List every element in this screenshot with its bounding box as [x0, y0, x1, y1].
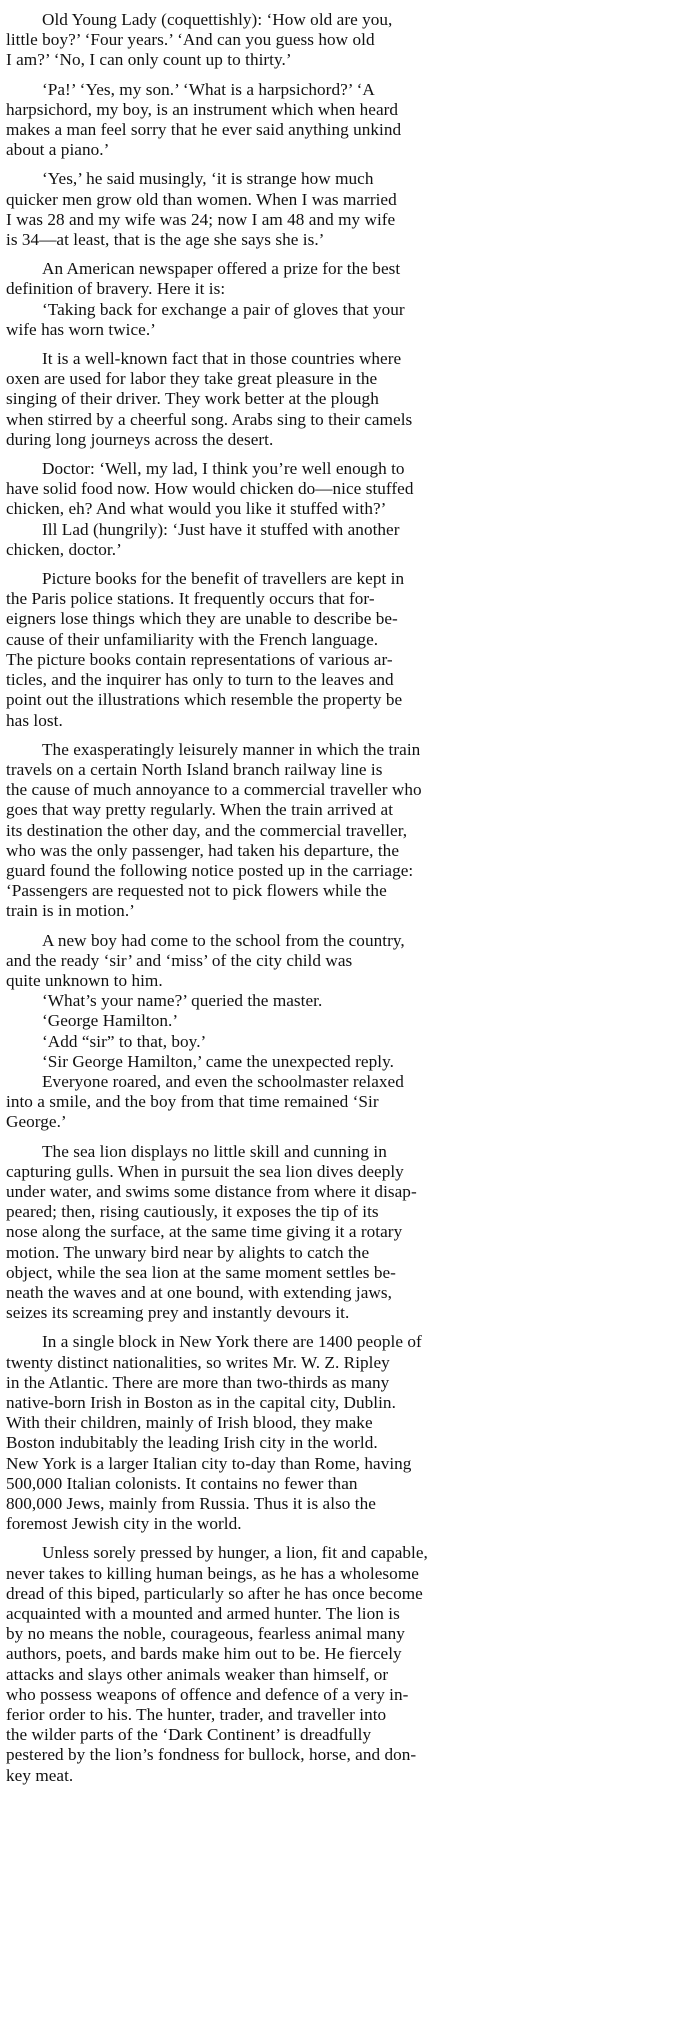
- text-line: chicken, doctor.’: [6, 539, 122, 559]
- text-line: ‘Sir George Hamilton,’ came the unexpected reply.: [42, 1051, 394, 1071]
- text-line: harpsichord, my boy, is an instrument which when heard: [6, 99, 399, 119]
- text-line: about a piano.’: [6, 140, 110, 160]
- text-line: oxen are used for labor they take great pleasure in the: [6, 369, 378, 389]
- text-line: New York is a larger Italian city to-day than Rome, having: [6, 1453, 412, 1473]
- text-line: travels on a certain North Island branch railway line is: [6, 759, 383, 779]
- text-line: authors, poets, and bards make him out to be. He fiercely: [6, 1644, 402, 1664]
- text-line: George.’: [6, 1112, 67, 1132]
- text-line: into a smile, and the boy from that time remained ‘Sir: [6, 1092, 379, 1112]
- text-line: Doctor: ‘Well, my lad, I think you’re well enough to: [42, 459, 405, 479]
- text-line: It is a well-known fact that in those countries where: [42, 349, 402, 369]
- text-line: little boy?’ ‘Four years.’ ‘And can you guess how old: [6, 30, 375, 50]
- text-line: ‘Taking back for exchange a pair of gloves that your: [42, 299, 405, 319]
- text-line: neath the waves and at one bound, with extending jaws,: [6, 1282, 392, 1302]
- text-line: ‘Passengers are requested not to pick flowers while the: [6, 881, 387, 901]
- text-line: ferior order to his. The hunter, trader, and traveller into: [6, 1705, 387, 1725]
- text-line: In a single block in New York there are 1400 people of: [42, 1332, 422, 1352]
- text-line: With their children, mainly of Irish blood, they make: [6, 1413, 373, 1433]
- text-line: who possess weapons of offence and defence of a very in-: [6, 1684, 409, 1704]
- text-line: capturing gulls. When in pursuit the sea lion dives deeply: [6, 1161, 404, 1181]
- text-line: nose along the surface, at the same time giving it a rotary: [6, 1222, 403, 1242]
- paragraph-lion: [6, 1543, 694, 1785]
- text-line: chicken, eh? And what would you like it stuffed with?’: [6, 499, 387, 519]
- text-line: singing of their driver. They work better at the plough: [6, 389, 379, 409]
- text-line: is 34—at least, that is the age she says she is.’: [6, 230, 325, 250]
- text-line: pestered by the lion’s fondness for bullock, horse, and don-: [6, 1745, 417, 1765]
- text-line: A new boy had come to the school from the country,: [42, 930, 405, 950]
- text-line: the wilder parts of the ‘Dark Continent’ is dreadfully: [6, 1725, 372, 1745]
- text-line: the Paris police stations. It frequently occurs that for-: [6, 589, 375, 609]
- text-line: who was the only passenger, had taken his departure, the: [6, 840, 400, 860]
- text-line: Everyone roared, and even the schoolmaster relaxed: [42, 1071, 404, 1091]
- text-line: key meat.: [6, 1765, 74, 1785]
- text-line: Unless sorely pressed by hunger, a lion, fit and capable,: [42, 1543, 428, 1563]
- text-line: never takes to killing human beings, as he has a wholesome: [6, 1563, 419, 1583]
- text-line: I was 28 and my wife was 24; now I am 48 and my wife: [6, 209, 396, 229]
- text-line: motion. The unwary bird near by alights to catch the: [6, 1242, 370, 1262]
- paragraph-oxen: [6, 349, 694, 450]
- paragraph-dialogue-sir-george: [6, 1052, 694, 1072]
- text-line: attacks and slays other animals weaker than himself, or: [6, 1664, 389, 1684]
- text-line: have solid food now. How would chicken do—nice stuffed: [6, 479, 414, 499]
- text-line: Old Young Lady (coquettishly): ‘How old are you,: [42, 10, 393, 29]
- text-line: ticles, and the inquirer has only to turn to the leaves and: [6, 670, 394, 690]
- paragraph-dialogue-add-sir: [6, 1032, 694, 1052]
- paragraph-ill-lad: [6, 520, 694, 560]
- text-line: I am?’ ‘No, I can only count up to thirty.’: [6, 50, 292, 70]
- text-line: quite unknown to him.: [6, 970, 163, 990]
- text-line: peared; then, rising cautiously, it exposes the tip of its: [6, 1202, 379, 1222]
- paragraph-dialogue-name: [6, 991, 694, 1011]
- text-line: twenty distinct nationalities, so writes Mr. W. Z. Ripley: [6, 1352, 390, 1372]
- text-line: The exasperatingly leisurely manner in which the train: [42, 739, 421, 759]
- text-line: ‘What’s your name?’ queried the master.: [42, 991, 323, 1011]
- text-line: ‘George Hamilton.’: [42, 1011, 179, 1031]
- text-line: when stirred by a cheerful song. Arabs sing to their camels: [6, 409, 413, 429]
- text-line: foremost Jewish city in the world.: [6, 1514, 242, 1534]
- paragraph-old-young-lady: [6, 10, 694, 71]
- text-line: ‘Yes,’ he said musingly, ‘it is strange how much: [42, 169, 374, 189]
- text-line: quicker men grow old than women. When I was married: [6, 189, 397, 209]
- text-line: point out the illustrations which resemble the property be: [6, 690, 403, 710]
- text-line: under water, and swims some distance from where it disap-: [6, 1181, 417, 1201]
- paragraph-harpsichord: [6, 80, 694, 161]
- text-line: acquainted with a mounted and armed hunter. The lion is: [6, 1604, 400, 1624]
- paragraph-paris-picture-books: [6, 569, 694, 731]
- text-line: wife has worn twice.’: [6, 319, 156, 339]
- text-line: 500,000 Italian colonists. It contains no fewer than: [6, 1473, 358, 1493]
- paragraph-train: [6, 740, 694, 922]
- paragraph-dialogue-george: [6, 1011, 694, 1031]
- text-line: goes that way pretty regularly. When the train arrived at: [6, 800, 394, 820]
- text-line: definition of bravery. Here it is:: [6, 279, 226, 299]
- paragraph-doctor: [6, 459, 694, 520]
- text-line: dread of this biped, particularly so after he has once become: [6, 1583, 423, 1603]
- text-line: The sea lion displays no little skill and cunning in: [42, 1141, 387, 1161]
- text-line: train is in motion.’: [6, 901, 135, 921]
- paragraph-bravery-answer: [6, 300, 694, 340]
- text-line: makes a man feel sorry that he ever said anything unkind: [6, 120, 402, 140]
- text-line: Picture books for the benefit of travellers are kept in: [42, 569, 405, 589]
- text-line: seizes its screaming prey and instantly devours it.: [6, 1303, 350, 1323]
- text-line: An American newspaper offered a prize for the best: [42, 259, 401, 279]
- paragraph-musingly: [6, 169, 694, 250]
- text-line: and the ready ‘sir’ and ‘miss’ of the city child was: [6, 950, 353, 970]
- text-line: its destination the other day, and the commercial traveller,: [6, 820, 408, 840]
- text-line: Ill Lad (hungrily): ‘Just have it stuffed with another: [42, 519, 400, 539]
- text-line: native-born Irish in Boston as in the capital city, Dublin.: [6, 1393, 396, 1412]
- text-line: guard found the following notice posted up in the carriage:: [6, 860, 414, 880]
- text-line: The picture books contain representations of various ar-: [6, 649, 393, 669]
- text-line: eigners lose things which they are unable to describe be-: [6, 609, 398, 629]
- text-line: Boston indubitably the leading Irish city in the world.: [6, 1433, 378, 1453]
- paragraph-bravery-intro: [6, 259, 694, 299]
- text-line: the cause of much annoyance to a commercial traveller who: [6, 780, 422, 800]
- text-line: 800,000 Jews, mainly from Russia. Thus it is also the: [6, 1494, 376, 1514]
- text-line: during long journeys across the desert.: [6, 429, 274, 449]
- paragraph-new-boy: [6, 931, 694, 992]
- paragraph-new-york: [6, 1332, 694, 1534]
- text-line: ‘Add “sir” to that, boy.’: [42, 1031, 207, 1051]
- text-line: ‘Pa!’ ‘Yes, my son.’ ‘What is a harpsichord?’ ‘A: [42, 79, 375, 99]
- paragraph-everyone-roared: [6, 1072, 694, 1133]
- text-line: has lost.: [6, 710, 63, 730]
- text-line: object, while the sea lion at the same moment settles be-: [6, 1262, 396, 1282]
- text-line: in the Atlantic. There are more than two-thirds as many: [6, 1372, 390, 1392]
- text-line: cause of their unfamiliarity with the French language.: [6, 629, 379, 649]
- paragraph-sea-lion: [6, 1142, 694, 1324]
- text-line: by no means the noble, courageous, fearless animal many: [6, 1624, 405, 1644]
